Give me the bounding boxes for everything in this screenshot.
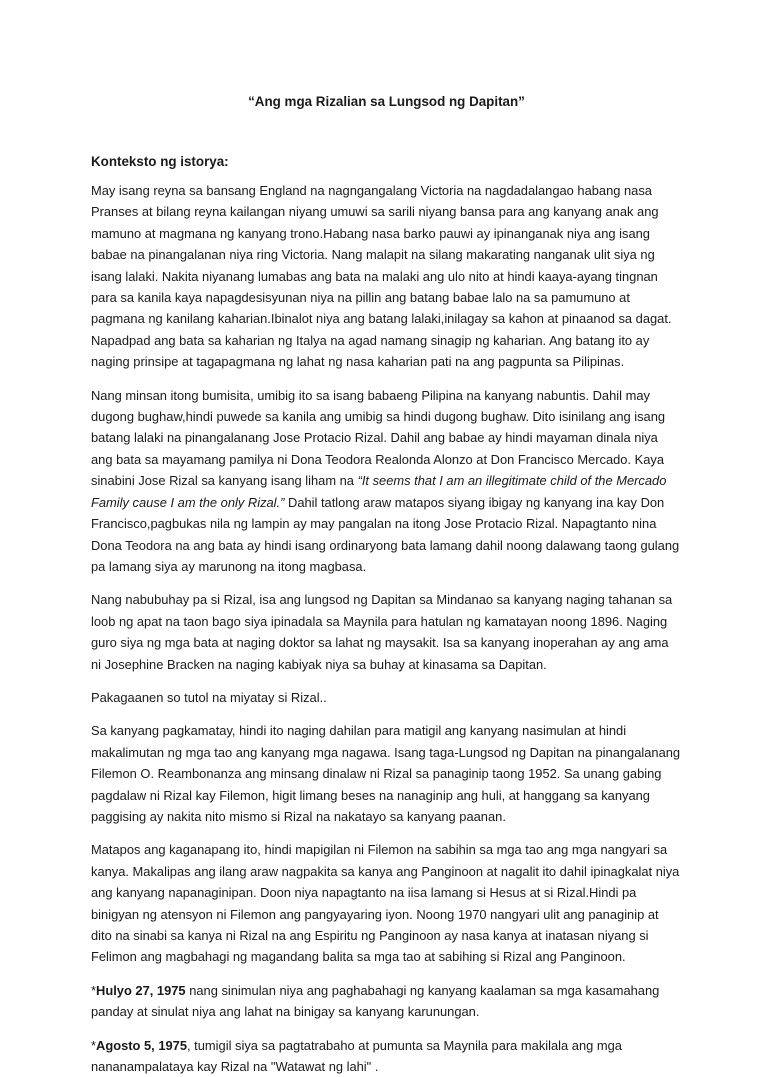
timeline-date: Agosto 5, 1975 xyxy=(96,1037,188,1053)
timeline-date: Hulyo 27, 1975 xyxy=(96,982,186,998)
document-title: “Ang mga Rizalian sa Lungsod ng Dapitan” xyxy=(248,94,525,109)
paragraph-5: Sa kanyang pagkamatay, hindi ito naging dahilan para matigil ang kanyang nasimulan at hindi makalimutan ng mga tao ang kanyang mga nagawa. Isang taga-Lungsod ng Dapitan na pinangalanang Filemon O. Reambonanza ang minsang dinalaw ni Rizal sa panaginip taong 1952. Sa unang gabing pagdalaw ni Rizal kay Filemon, higit limang beses na nanaginip ang huli, at hanggang sa kanyang paggising ay nakita nito mismo si Rizal na nakatayo sa kanyang paanan. xyxy=(91,723,681,824)
bullet-marker: * xyxy=(91,1037,97,1053)
timeline-text: , tumigil siya sa pagtatrabaho at pumunta sa Maynila para makilala ang mga nananampalataya kay Rizal na "Watawat ng lahi" . xyxy=(91,1037,622,1075)
section-heading: Konteksto ng istorya: xyxy=(91,154,229,169)
paragraph-1: May isang reyna sa bansang England na nagngangalang Victoria na nagdadalangao habang nasa Pranses at bilang reyna kailangan niyang umuwi sa sarili niyang bansa para ang kanyang anak ang mamuno at magmana ng kanyang trono.Habang nasa barko pauwi ay ipinanganak niya ang isang babae na pinangalanan niya ring Victoria. Nang malapit na silang makarating nanganak ulit siya ng isang lalaki. Nakita niyanang lumabas ang bata na malaki ang ulo nito at hindi kaaya-ayang tingnan para sa kanila kaya napagdesisyunan niya na pillin ang batang babae lalo na sa pamumuno at pagmana ng kanilang kaharian.Ibinalot niya ang batang lalaki,inilagay sa kahon at pinaanod sa dagat. Napadpad ang bata sa kaharian ng Italya na agad namang sinagip ng kaharian. Ang batang ito ay naging prinsipe at tagapagmana ng lahat ng nasa kaharian pati na ang pagpunta sa Pilipinas. xyxy=(91,183,672,370)
rizal-letter-quote: “It seems that I am an illegitimate child of the Mercado Family cause I am the only Rizal.” xyxy=(91,473,667,510)
paragraph-6: Matapos ang kaganapang ito, hindi mapigilan ni Filemon na sabihin sa mga tao ang mga nangyari sa kanya. Makalipas ang ilang araw nagpakita sa kanya ang Panginoon at nagalit ito dahil ipinagkalat niya ang kanyang napanaginipan. Doon niya napagtanto na iisa lamang si Hesus at si Rizal.Hindi pa binigyan ng atensyon ni Filemon ang pangyayaring iyon. Noong 1970 nangyari ulit ang panaginip at dito na sinabi sa kanya ni Rizal na ang Espiritu ng Panginoon ay nasa kanya at inatasan niyang si Felimon ang magbahagi ng magandang balita sa mga tao at sabihing si Rizal ang Panginoon. xyxy=(91,842,680,965)
paragraph-3: Nang nabubuhay pa si Rizal, isa ang lungsod ng Dapitan sa Mindanao sa kanyang naging tahanan sa loob ng apat na taon bago siya ipinadala sa Maynila para hatulan ng kamatayan noong 1896. Naging guro siya ng mga bata at naging doktor sa lahat ng maysakit. Isa sa kanyang inoperahan ay ang ama ni Josephine Bracken na naging kabiyak niya sa buhay at kinasama sa Dapitan. xyxy=(91,592,673,672)
paragraph-2 xyxy=(91,385,682,578)
paragraph-2-text: Nang minsan itong bumisita, umibig ito sa isang babaeng Pilipina na kanyang nabuntis. Dahil may dugong bughaw,hindi puwede sa kanila ang umibig sa hindi dugong bughaw. Dito isinilang ang isang batang lalaki na pinangalanang Jose Protacio Rizal. Dahil ang babae ay hindi mayaman dinala niya ang bata sa mayamang pamilya ni Dona Teodora Realonda Alonzo at Don Francisco Mercado. Kaya sinabini Jose Rizal sa kanyang isang liham na xyxy=(91,387,666,489)
paragraph-4: Pakagaanen so tutol na miyatay si Rizal.. xyxy=(91,689,327,705)
timeline-entry-1 xyxy=(91,980,682,1023)
bullet-marker: * xyxy=(91,982,97,998)
timeline-text: nang sinimulan niya ang paghabahagi ng kanyang kaalaman sa mga kasamahang panday at sinulat niya ang lahat na binigay sa kanyang karunungan. xyxy=(91,982,660,1020)
timeline-entry-2 xyxy=(91,1035,682,1077)
paragraph-2-continuation: Dahil tatlong araw matapos siyang ibigay ng kanyang ina kay Don Francisco,pagbukas nila ng lampin ay may pangalan na itong Jose Protacio Rizal. Napagtanto nina Dona Teodora na ang bata ay hindi isang ordinaryong bata lamang dahil noong dalawang taong gulang pa lamang siya ay marunong na itong magbasa. xyxy=(91,494,680,574)
